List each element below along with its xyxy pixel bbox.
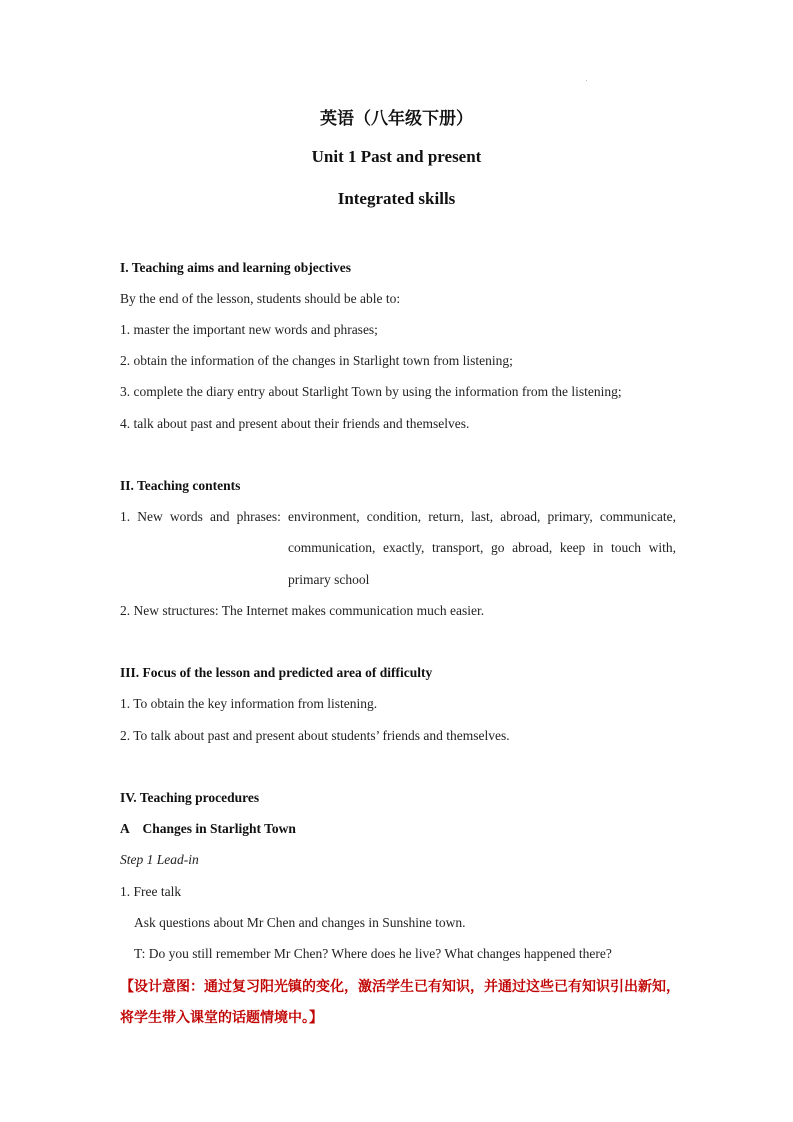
vocab-line: 1. New words and phrases: environment, condition, return, last, abroad, primary, communicate, <box>120 509 676 524</box>
section4-subheading: A Changes in Starlight Town <box>120 821 296 836</box>
lesson-title: Integrated skills <box>337 189 456 208</box>
unit-title: Unit 1 Past and present <box>311 147 482 166</box>
objective-item: 2. obtain the information of the changes in Starlight town from listening; <box>120 353 513 368</box>
design-note: 将学生带入课堂的话题情境中。】 <box>120 1010 323 1026</box>
vocab-line: communication, exactly, transport, go abroad, keep in touch with, <box>288 540 676 555</box>
focus-item: 1. To obtain the key information from listening. <box>120 696 378 711</box>
procedure-item: 1. Free talk <box>120 884 182 899</box>
objective-item: 3. complete the diary entry about Starlight Town by using the information from the listening; <box>120 384 622 399</box>
step-label: Step 1 Lead-in <box>120 852 199 867</box>
procedure-desc: Ask questions about Mr Chen and changes in Sunshine town. <box>134 915 466 930</box>
section1-intro: By the end of the lesson, students should be able to: <box>120 291 401 306</box>
objective-item: 4. talk about past and present about their friends and themselves. <box>120 416 470 431</box>
document-title: 英语（八年级下册） <box>320 109 473 129</box>
structures-line: 2. New structures: The Internet makes communication much easier. <box>120 603 485 618</box>
speck <box>586 80 587 81</box>
section1-heading: I. Teaching aims and learning objectives <box>120 260 352 275</box>
focus-item: 2. To talk about past and present about students’ friends and themselves. <box>120 728 510 743</box>
vocab-line: primary school <box>288 572 370 587</box>
objective-item: 1. master the important new words and phrases; <box>120 322 378 337</box>
section4-heading: IV. Teaching procedures <box>120 790 260 805</box>
section3-heading: III. Focus of the lesson and predicted area of difficulty <box>120 665 433 680</box>
design-note: 【设计意图：通过复习阳光镇的变化，激活学生已有知识，并通过这些已有知识引出新知， <box>120 979 680 995</box>
teacher-question: T: Do you still remember Mr Chen? Where does he live? What changes happened there? <box>134 946 612 961</box>
section2-heading: II. Teaching contents <box>120 478 241 493</box>
